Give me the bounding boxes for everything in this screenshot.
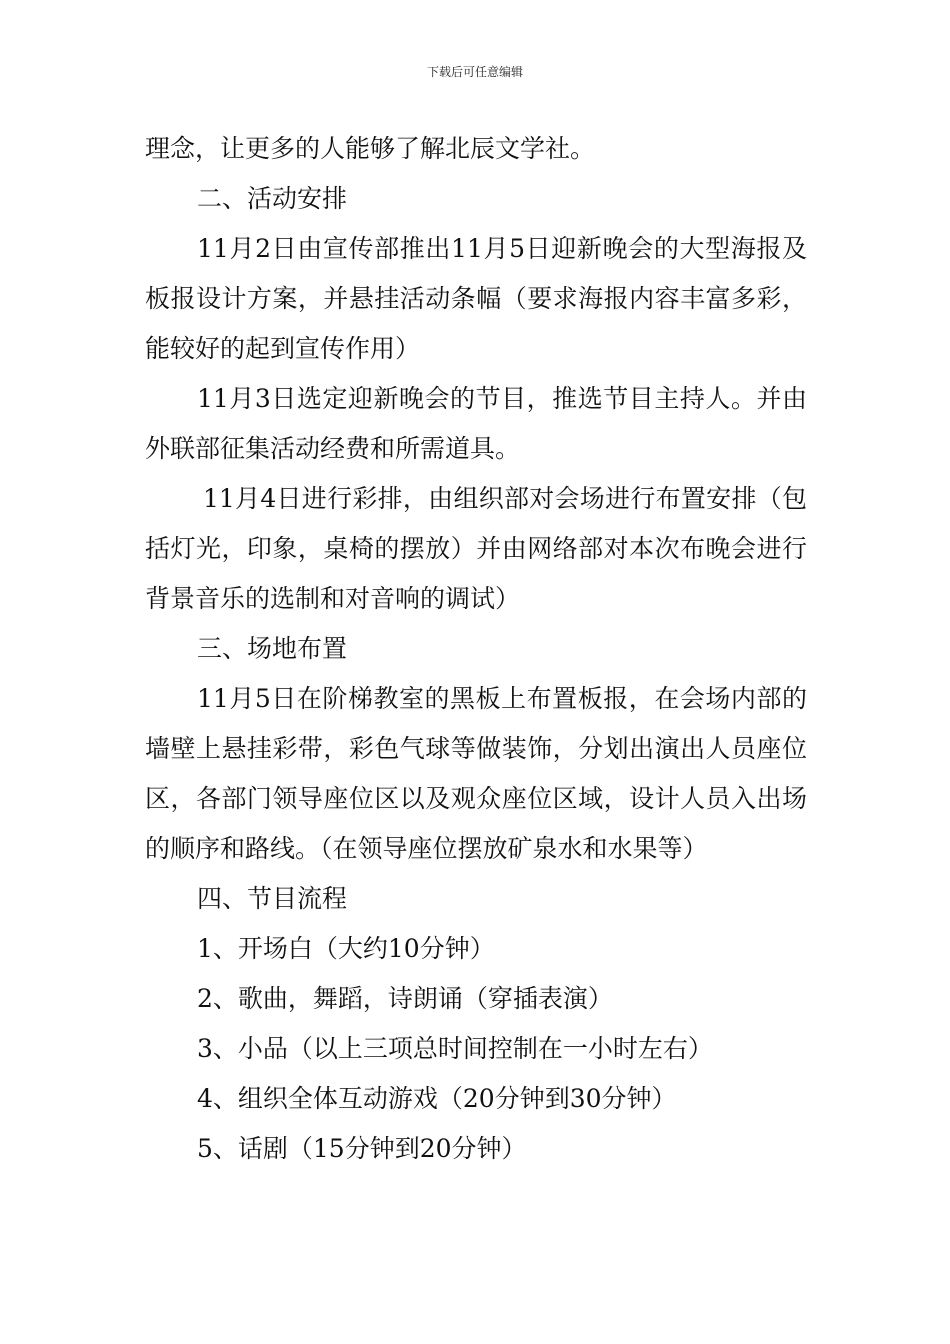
paragraph-nov-4: 11月4日进行彩排，由组织部对会场进行布置安排（包括灯光，印象，桌椅的摆放）并由网络部对本次布晚会进行背景音乐的选制和对音响的调试） (145, 484, 807, 613)
section-heading-program-flow: 四、节目流程 (197, 884, 348, 913)
section-heading-activity-arrangement: 二、活动安排 (197, 184, 348, 213)
list-item: 3、小品（以上三项总时间控制在一小时左右） (197, 1034, 713, 1063)
list-item: 1、开场白（大约10分钟） (197, 934, 495, 963)
list-item: 4、组织全体互动游戏（20分钟到30分钟） (197, 1084, 677, 1113)
paragraph-continuation: 理念，让更多的人能够了解北辰文学社。 (145, 134, 596, 163)
page-header: 下载后可任意编辑 (426, 65, 523, 79)
paragraph-nov-3: 11月3日选定迎新晚会的节目，推选节目主持人。并由外联部征集活动经费和所需道具。 (145, 384, 807, 463)
list-item: 5、话剧（15分钟到20分钟） (197, 1134, 527, 1163)
list-item: 2、歌曲，舞蹈，诗朗诵（穿插表演） (197, 984, 613, 1013)
section-heading-venue-layout: 三、场地布置 (197, 634, 348, 663)
paragraph-nov-2: 11月2日由宣传部推出11月5日迎新晚会的大型海报及板报设计方案，并悬挂活动条幅（要求海报内容丰富多彩，能较好的起到宣传作用） (145, 234, 807, 363)
document-body (145, 124, 807, 1174)
paragraph-nov-5: 11月5日在阶梯教室的黑板上布置板报，在会场内部的墙壁上悬挂彩带，彩色气球等做装饰，分划出演出人员座位区，各部门领导座位区以及观众座位区域，设计人员入出场的顺序和路线。（在领导座位摆放矿泉水和水果等） (145, 684, 807, 863)
